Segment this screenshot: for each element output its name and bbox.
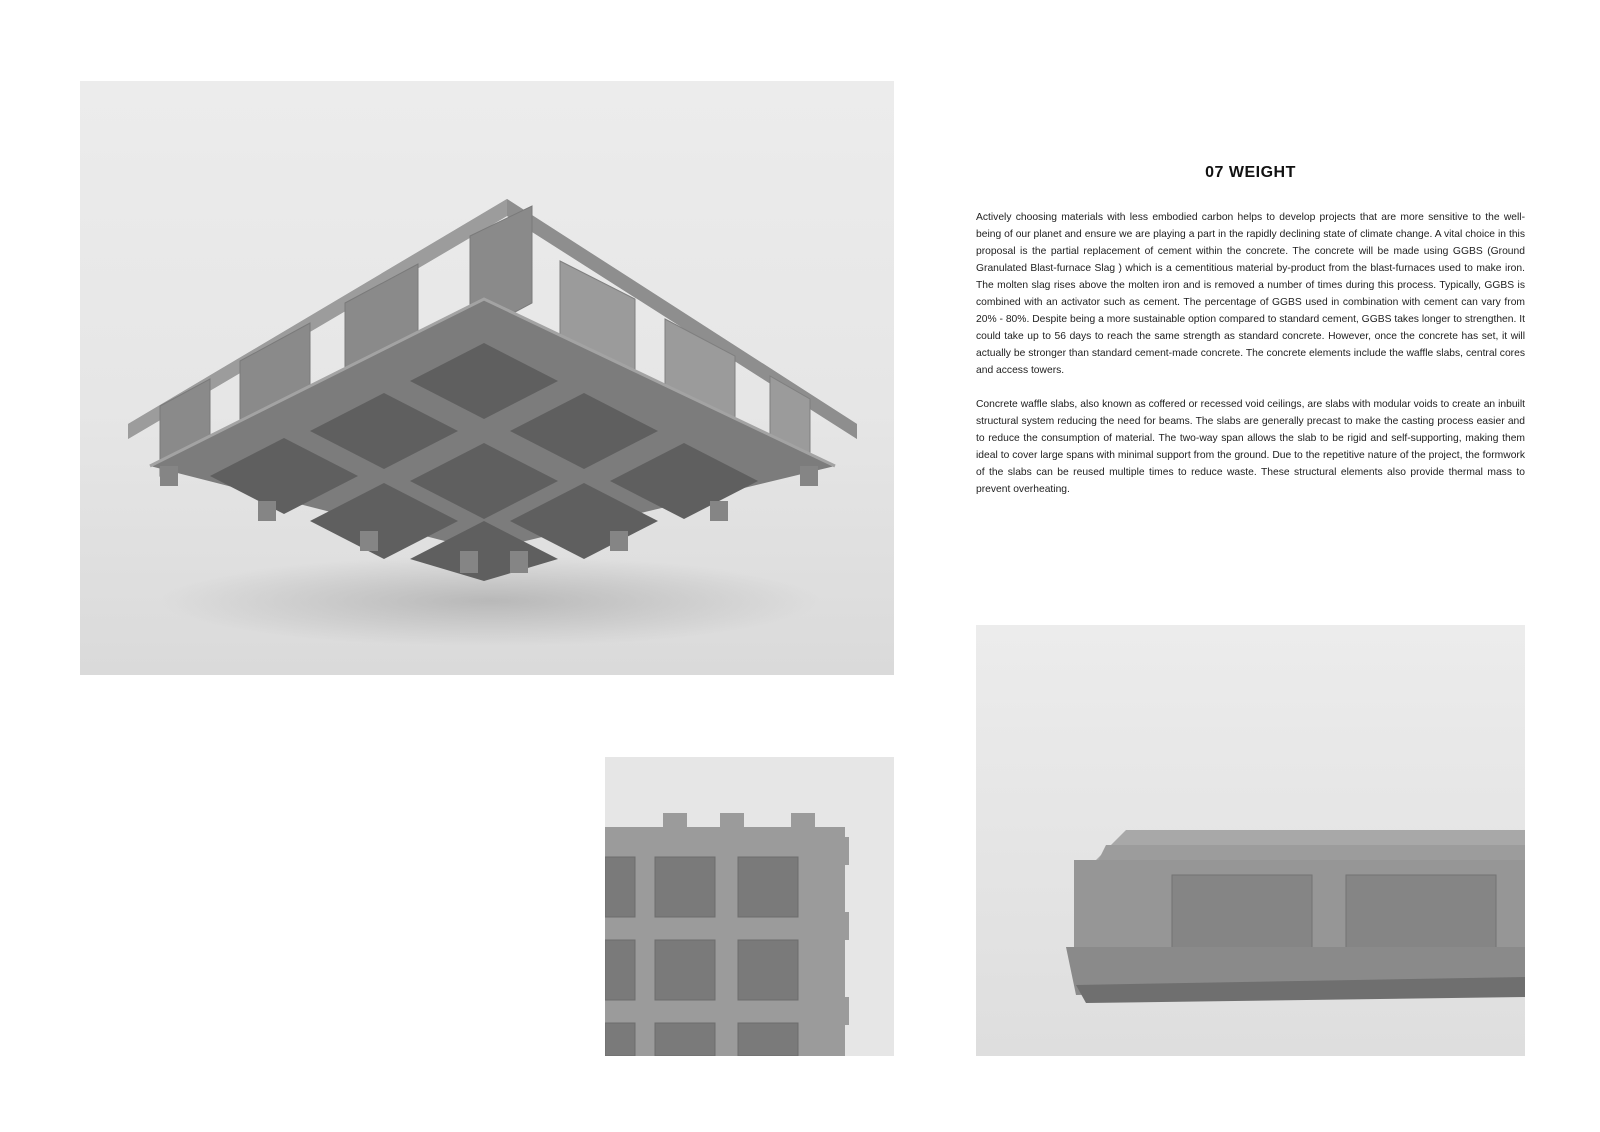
- section-title: 07 WEIGHT: [1205, 164, 1296, 181]
- waffle-slab-photo-topdown: [605, 757, 894, 1056]
- paragraph-waffle-slabs: Concrete waffle slabs, also known as coffered or recessed void ceilings, are slabs with modular voids to create an inbuilt structural system reducing the need for beams. The slabs are generally precast to make the casting process easier and to reduce the consumption of material. The two-way span allows the slab to be rigid and self-supporting, making them ideal to cover large spans with minimal support from the ground. Due to the repetitive nature of the project, the formwork of the slabs can be reused multiple times to reduce waste. These structural elements also provide thermal mass to prevent overheating.: [976, 399, 1525, 495]
- text-block: [976, 164, 1525, 515]
- waffle-slab-photo-edge: [976, 625, 1525, 1056]
- waffle-slab-photo-main: [80, 81, 894, 675]
- paragraph-embodied-carbon: Actively choosing materials with less embodied carbon helps to develop projects that are more sensitive to the well-being of our planet and ensure we are playing a part in the rapidly declining state of climate change. A vital choice in this proposal is the partial replacement of cement within the concrete. The concrete will be made using GGBS (Ground Granulated Blast-furnace Slag ) which is a cementitious material by-product from the blast-furnaces used to make iron. The molten slag rises above the molten iron and is removed a number of times during this process. Typically, GGBS is combined with an activator such as cement. The percentage of GGBS used in combination with cement can vary from 20% - 80%. Despite being a more sustainable option compared to standard cement, GGBS takes longer to strengthen. It could take up to 56 days to reach the same strength as standard concrete. However, once the concrete has set, it will actually be stronger than standard cement-made concrete. The concrete elements include the waffle slabs, central cores and access towers.: [976, 212, 1525, 376]
